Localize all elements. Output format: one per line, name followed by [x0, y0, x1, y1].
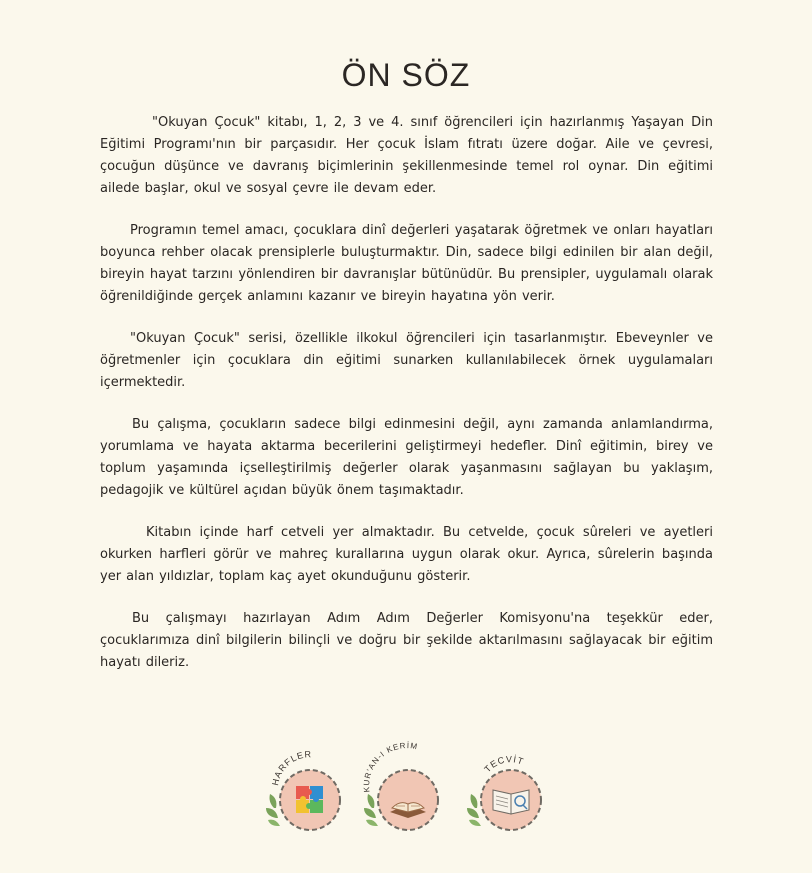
section-badges	[0, 738, 812, 848]
paragraph-4: Bu çalışma, çocukların sadece bilgi edinmesini değil, aynı zamanda anlamlandırma, yorumlama ve hayata aktarma becerilerini geliştirmeyi hedefler. Dinî eğitimin, birey ve toplum yaşamında içselleştirilmiş değerler olarak yaşanmasını sağlayan bu yaklaşım, pedagojik ve kültürel açıdan büyük önem taşımaktadır.	[100, 417, 713, 498]
open-book-icon	[493, 790, 529, 814]
preface-body	[100, 112, 713, 694]
kuran-badge-label: KUR'AN-I KERİM	[362, 741, 419, 793]
paragraph-5: Kitabın içinde harf cetveli yer almaktadır. Bu cetvelde, çocuk sûreleri ve ayetleri okurken harfleri görür ve mahreç kurallarına uygun olarak okur. Ayrıca, sûrelerin başında yer alan yıldızlar, toplam kaç ayet okunduğunu gösterir.	[100, 525, 713, 584]
leaf-icon	[266, 794, 280, 826]
tecvit-badge-label: TECVİT	[482, 754, 526, 775]
leaf-icon	[364, 794, 378, 826]
paragraph-2: Programın temel amacı, çocuklara dinî değerleri yaşatarak öğretmek ve onları hayatları boyunca rehber olacak prensiplerle buluşturmaktır. Din, sadece bilgi edinilen bir alan değil, bireyin hayat tarzını yönlendiren bir davranışlar bütünüdür. Bu prensipler, uygulamalı olarak öğrenildiğinde gerçek anlamını kazanır ve bireyin hayatına yön verir.	[100, 223, 713, 304]
kuran-badge[interactable]	[360, 738, 452, 848]
harfler-badge[interactable]	[262, 738, 354, 848]
paragraph-1: "Okuyan Çocuk" kitabı, 1, 2, 3 ve 4. sınıf öğrencileri için hazırlanmış Yaşayan Din Eğitimi Programı'nın bir parçasıdır. Her çocuk İslam fıtratı üzere doğar. Aile ve çevresi, çocuğun düşünce ve davranış biçimlerinin şekillenmesinde temel rol oynar. Din eğitimi ailede başlar, okul ve sosyal çevre ile devam eder.	[100, 115, 713, 196]
paragraph-6: Bu çalışmayı hazırlayan Adım Adım Değerler Komisyonu'na teşekkür eder, çocuklarımıza dinî bilgilerin bilinçli ve doğru bir şekilde aktarılmasını sağlayacak bir eğitim hayatı dileriz.	[100, 611, 713, 670]
page-title: ÖN SÖZ	[341, 57, 471, 94]
leaf-icon	[467, 794, 481, 826]
tecvit-badge[interactable]	[463, 738, 555, 848]
paragraph-3: "Okuyan Çocuk" serisi, özellikle ilkokul öğrencileri için tasarlanmıştır. Ebeveynler ve öğretmenler için çocuklara din eğitimi sunarken kullanılabilecek örnek uygulamaları içermektedir.	[100, 331, 713, 390]
harfler-badge-label: HARFLER	[270, 749, 313, 787]
